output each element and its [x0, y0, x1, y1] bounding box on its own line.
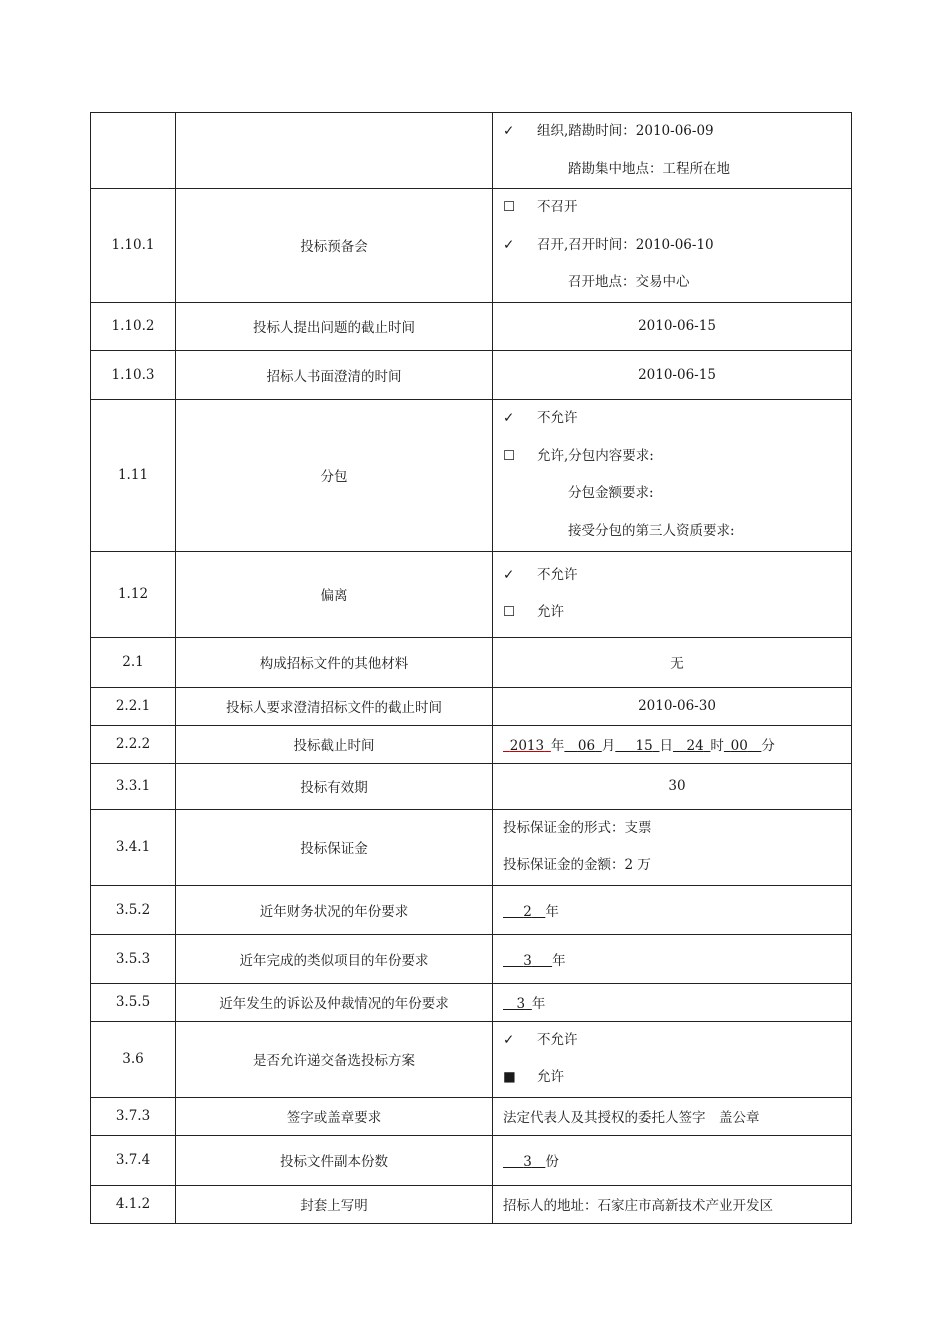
guarantee-form-text: 投标保证金的形式：支票 — [503, 819, 652, 836]
clause-item-cell: 投标有效期 — [176, 763, 493, 809]
minute-unit: 分 — [761, 738, 775, 754]
value-unit: 份 — [545, 1154, 559, 1170]
check-icon: ✓ — [503, 123, 515, 139]
day-value: 15 — [635, 738, 653, 754]
table-row — [91, 637, 852, 687]
clause-number-cell: 1.10.3 — [91, 350, 176, 399]
month-unit: 月 — [601, 738, 616, 754]
underlined-value: 3 — [523, 1154, 532, 1170]
option-text: 不允许 — [537, 1031, 578, 1048]
clause-content-cell: 招标人的地址：石家庄市高新技术产业开发区 — [493, 1185, 852, 1223]
option-text: 不召开 — [537, 199, 578, 215]
option-detail-text: 踏勘集中地点：工程所在地 — [568, 160, 730, 177]
day-unit: 日 — [659, 738, 673, 754]
bid-data-table — [90, 112, 852, 1224]
check-icon: ✓ — [503, 566, 515, 583]
table-row — [91, 1185, 852, 1223]
clause-number-cell: 2.2.2 — [91, 725, 176, 763]
clause-content-cell — [493, 885, 852, 934]
clause-content-cell: 2010-06-30 — [493, 687, 852, 725]
minute-value: 00 — [730, 738, 748, 754]
clause-content-cell — [493, 1135, 852, 1185]
option-detail-text: 接受分包的第三人资质要求: — [568, 522, 735, 539]
month-value: 06 — [577, 738, 596, 754]
table-row — [91, 350, 852, 399]
clause-item-cell: 分包 — [176, 399, 493, 551]
clause-item-cell — [176, 113, 493, 189]
year-unit: 年 — [550, 738, 565, 754]
clause-content-cell — [493, 983, 852, 1021]
clause-item-cell: 封套上写明 — [176, 1185, 493, 1223]
clause-item-cell: 招标人书面澄清的时间 — [176, 350, 493, 399]
year-value: 2013 — [509, 738, 545, 754]
clause-item-cell: 投标预备会 — [176, 189, 493, 303]
table-row — [91, 763, 852, 809]
option-text: 不允许 — [537, 566, 578, 583]
clause-item-cell: 投标人要求澄清招标文件的截止时间 — [176, 687, 493, 725]
clause-number-cell: 3.6 — [91, 1021, 176, 1097]
option-text: 允许 — [537, 1069, 564, 1085]
clause-number-cell: 1.10.1 — [91, 189, 176, 303]
clause-number-cell: 3.5.5 — [91, 983, 176, 1021]
clause-number-cell: 1.10.2 — [91, 302, 176, 350]
checkbox-empty-icon: ☐ — [503, 447, 516, 464]
clause-number-cell: 4.1.2 — [91, 1185, 176, 1223]
clause-item-cell: 投标保证金 — [176, 809, 493, 885]
table-row — [91, 1097, 852, 1135]
hour-value: 24 — [686, 738, 704, 754]
table-row — [91, 189, 852, 303]
clause-number-cell: 2.1 — [91, 637, 176, 687]
clause-content-cell — [493, 189, 852, 303]
check-icon: ✓ — [503, 236, 515, 253]
clause-content-cell: 30 — [493, 763, 852, 809]
table-row — [91, 1135, 852, 1185]
clause-content-cell — [493, 551, 852, 637]
clause-item-cell: 构成招标文件的其他材料 — [176, 637, 493, 687]
table-row — [91, 399, 852, 551]
clause-content-cell: 无 — [493, 637, 852, 687]
table-row — [91, 934, 852, 983]
clause-content-cell: 2010-06-15 — [493, 350, 852, 399]
clause-item-cell: 是否允许递交备选投标方案 — [176, 1021, 493, 1097]
value-unit: 年 — [545, 903, 559, 920]
underlined-value: 3 — [523, 952, 532, 969]
clause-item-cell: 近年财务状况的年份要求 — [176, 885, 493, 934]
table-row — [91, 687, 852, 725]
table-row — [91, 885, 852, 934]
checkbox-empty-icon: ☐ — [503, 604, 516, 620]
underlined-value: 2 — [523, 903, 532, 920]
option-text: 召开,召开时间：2010-06-10 — [537, 236, 714, 253]
clause-content-cell — [493, 113, 852, 189]
clause-number-cell: 3.4.1 — [91, 809, 176, 885]
option-detail-text: 召开地点：交易中心 — [568, 274, 690, 290]
underlined-value: 3 — [516, 996, 526, 1012]
clause-number-cell: 3.5.3 — [91, 934, 176, 983]
clause-number-cell: 1.11 — [91, 399, 176, 551]
table-row — [91, 113, 852, 189]
clause-item-cell: 偏离 — [176, 551, 493, 637]
clause-item-cell: 投标文件副本份数 — [176, 1135, 493, 1185]
clause-number-cell — [91, 113, 176, 189]
option-text: 不允许 — [537, 410, 578, 426]
clause-content-cell — [493, 809, 852, 885]
option-text: 允许 — [537, 604, 564, 620]
table-row — [91, 302, 852, 350]
option-text: 允许,分包内容要求: — [537, 447, 654, 464]
table-row — [91, 983, 852, 1021]
clause-number-cell: 3.7.4 — [91, 1135, 176, 1185]
value-unit: 年 — [531, 996, 546, 1012]
check-icon: ✓ — [503, 410, 515, 426]
clause-item-cell: 签字或盖章要求 — [176, 1097, 493, 1135]
clause-number-cell: 2.2.1 — [91, 687, 176, 725]
clause-number-cell: 3.7.3 — [91, 1097, 176, 1135]
clause-item-cell: 投标截止时间 — [176, 725, 493, 763]
value-unit: 年 — [552, 952, 566, 969]
clause-number-cell: 3.3.1 — [91, 763, 176, 809]
clause-content-cell: 法定代表人及其授权的委托人签字 盖公章 — [493, 1097, 852, 1135]
clause-item-cell: 近年发生的诉讼及仲裁情况的年份要求 — [176, 983, 493, 1021]
filled-square-icon: ■ — [503, 1069, 516, 1085]
clause-content-cell — [493, 399, 852, 551]
clause-item-cell: 近年完成的类似项目的年份要求 — [176, 934, 493, 983]
check-icon: ✓ — [503, 1031, 515, 1048]
option-text: 组织,踏勘时间：2010-06-09 — [537, 123, 714, 139]
clause-number-cell: 1.12 — [91, 551, 176, 637]
clause-item-cell: 投标人提出问题的截止时间 — [176, 302, 493, 350]
table-row — [91, 551, 852, 637]
option-detail-text: 分包金额要求: — [568, 485, 654, 501]
clause-content-cell — [493, 934, 852, 983]
checkbox-empty-icon: ☐ — [503, 199, 516, 215]
table-row — [91, 725, 852, 763]
table-row — [91, 809, 852, 885]
guarantee-amount-text: 投标保证金的金额：2 万 — [503, 857, 651, 873]
clause-content-cell — [493, 1021, 852, 1097]
hour-unit: 时 — [710, 738, 724, 754]
table-row — [91, 1021, 852, 1097]
clause-number-cell: 3.5.2 — [91, 885, 176, 934]
clause-content-cell: 2010-06-15 — [493, 302, 852, 350]
clause-content-cell — [493, 725, 852, 763]
